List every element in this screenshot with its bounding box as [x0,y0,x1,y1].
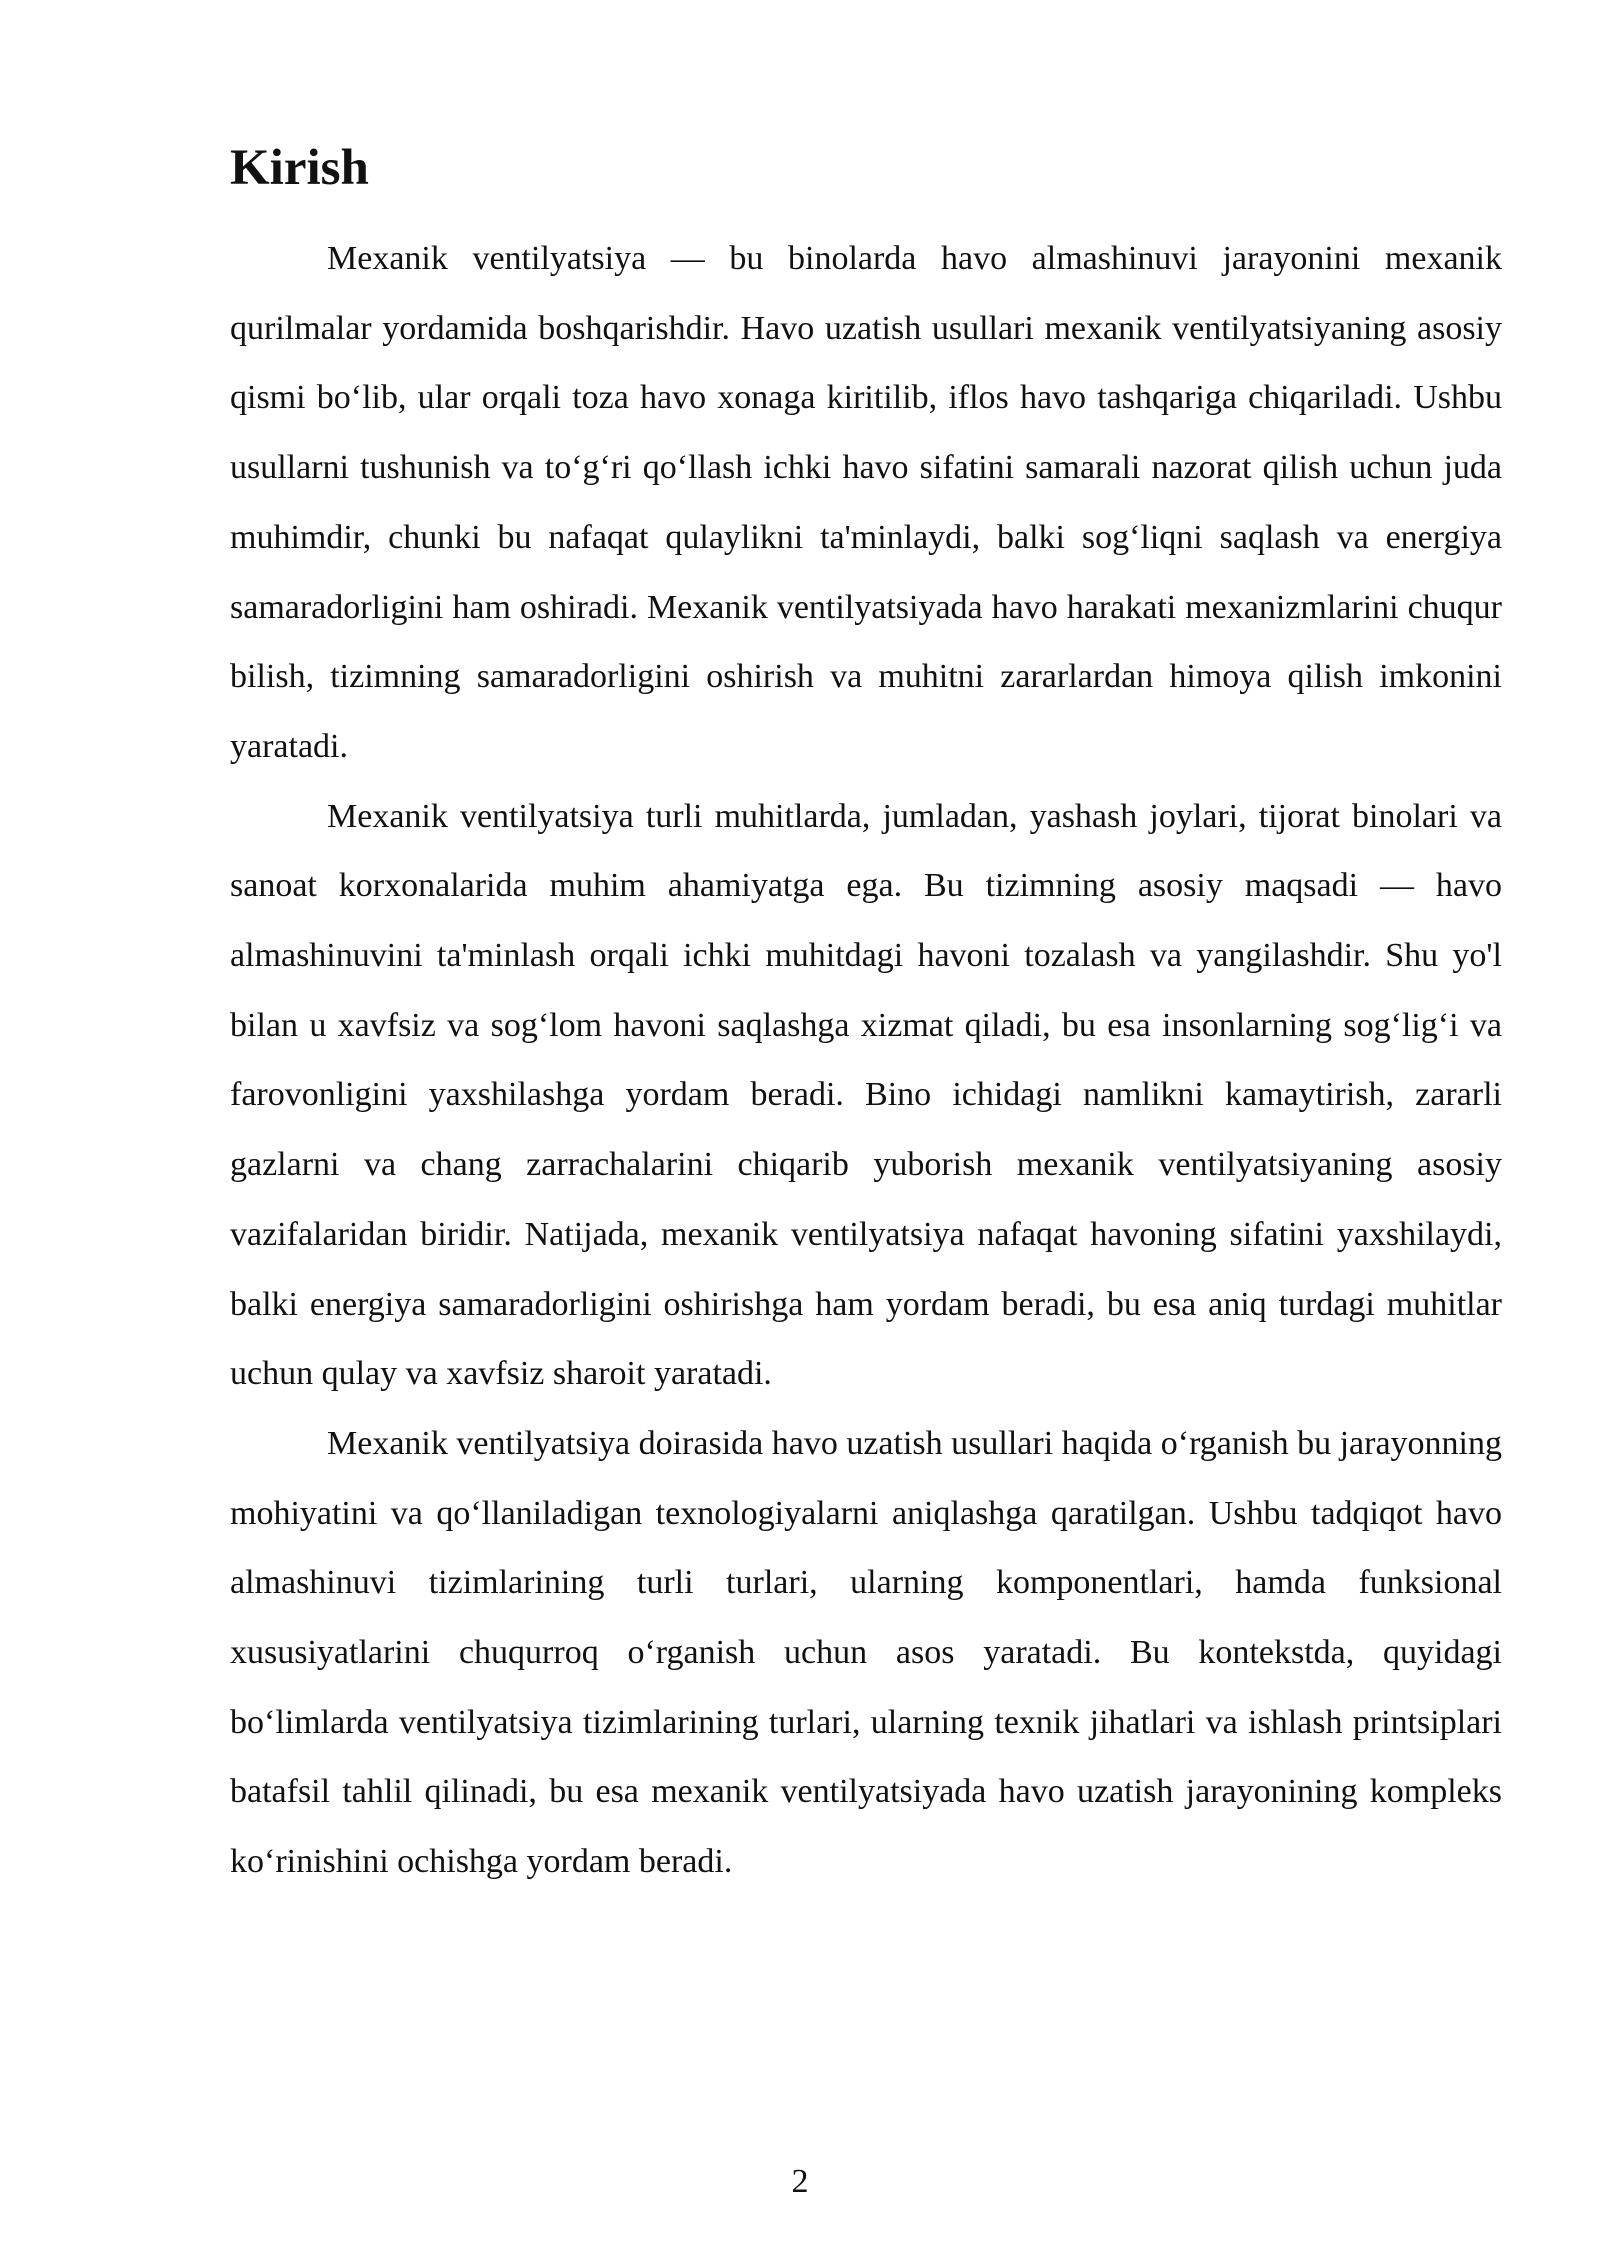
section-heading: Kirish [230,140,369,196]
paragraph-1: Mexanik ventilyatsiya — bu binolarda havo almashinuvi jarayonini mexanik qurilmalar yordamida boshqarishdir. Havo uzatish usullari mexanik ventilyatsiyaning asosiy qismi bo‘lib, ular orqali toza havo xonaga kiritilib, iflos havo tashqariga chiqariladi. Ushbu usullarni tushunish va to‘g‘ri qo‘llash ichki havo sifatini samarali nazorat qilish uchun juda muhimdir, chunki bu nafaqat qulaylikni ta'minlaydi, balki sog‘liqni saqlash va energiya samaradorligini ham oshiradi. Mexanik ventilyatsiyada havo harakati mexanizmlarini chuqur bilish, tizimning samaradorligini oshirish va muhitni zararlardan himoya qilish imkonini yaratadi. [230,240,1502,765]
paragraph-3: Mexanik ventilyatsiya doirasida havo uzatish usullari haqida o‘rganish bu jarayonning mohiyatini va qo‘llaniladigan texnologiyalarni aniqlashga qaratilgan. Ushbu tadqiqot havo almashinuvi tizimlarining turli turlari, ularning komponentlari, hamda funksional xususiyatlarini chuqurroq o‘rganish uchun asos yaratadi. Bu kontekstda, quyidagi bo‘limlarda ventilyatsiya tizimlarining turlari, ularning texnik jihatlari va ishlash printsiplari batafsil tahlil qilinadi, bu esa mexanik ventilyatsiyada havo uzatish jarayonining kompleks ko‘rinishini ochishga yordam beradi. [230,1424,1502,1881]
page-body [230,136,1502,1897]
paragraph-2: Mexanik ventilyatsiya turli muhitlarda, jumladan, yashash joylari, tijorat binolari va sanoat korxonalarida muhim ahamiyatga ega. Bu tizimning asosiy maqsadi — havo almashinuvini ta'minlash orqali ichki muhitdagi havoni tozalash va yangilashdir. Shu yo'l bilan u xavfsiz va sog‘lom havoni saqlashga xizmat qiladi, bu esa insonlarning sog‘lig‘i va farovonligini yaxshilashga yordam beradi. Bino ichidagi namlikni kamaytirish, zararli gazlarni va chang zarrachalarini chiqarib yuborish mexanik ventilyatsiyaning asosiy vazifalaridan biridir. Natijada, mexanik ventilyatsiya nafaqat havoning sifatini yaxshilaydi, balki energiya samaradorligini oshirishga ham yordam beradi, bu esa aniq turdagi muhitlar uchun qulay va xavfsiz sharoit yaratadi. [230,797,1502,1393]
page-number: 2 [791,2163,809,2200]
